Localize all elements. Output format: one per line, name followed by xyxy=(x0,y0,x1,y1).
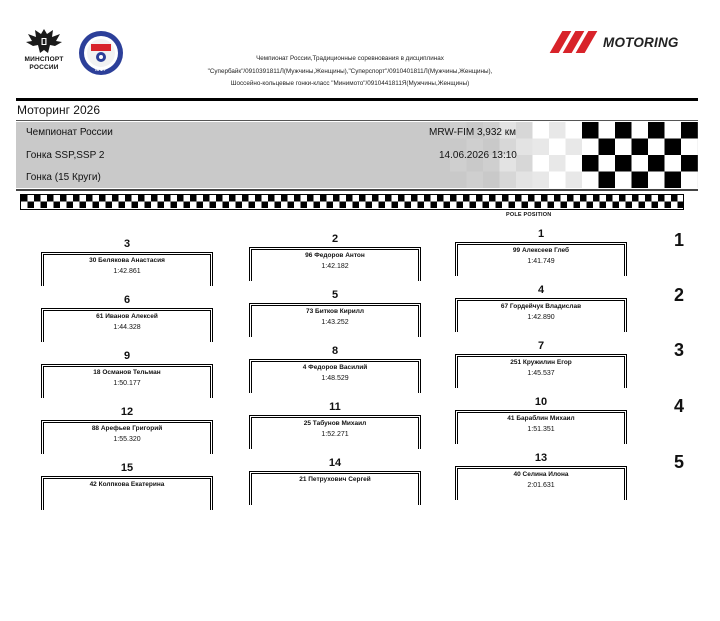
brand-name: MOTORING xyxy=(603,34,679,50)
federation-logo xyxy=(76,30,126,81)
checker-pattern xyxy=(21,195,684,208)
grid-position: 11 xyxy=(329,401,341,413)
qualifying-time: 1:42.182 xyxy=(321,263,349,270)
grid-position: 12 xyxy=(120,406,134,418)
rider-name: 18 Османов Тельман xyxy=(93,369,161,376)
grid-box xyxy=(41,364,213,398)
federation-seal-icon xyxy=(76,30,126,76)
grid-box xyxy=(41,308,213,342)
qualifying-time: 1:44.328 xyxy=(113,324,141,331)
race-class-label: Гонка SSP,SSP 2 xyxy=(26,150,105,161)
rider-name: 251 Кружилин Егор xyxy=(510,359,572,366)
event-title: Моторинг 2026 xyxy=(17,103,100,117)
fed-logo-text: МФР xyxy=(95,67,107,73)
grid-position: 3 xyxy=(123,238,131,250)
grid-slot xyxy=(455,340,627,388)
header-line-2: "Супербайк"/0910391811Л(Мужчины,Женщины),"Суперспорт"/0910401811Л(Мужчины,Женщины), xyxy=(207,67,493,75)
grid-box xyxy=(455,242,627,276)
minsport-logo xyxy=(18,26,70,72)
grid-position: 13 xyxy=(534,452,548,464)
grid-slot xyxy=(41,350,213,398)
qualifying-time: 1:43.252 xyxy=(321,319,349,326)
grid-box xyxy=(455,410,627,444)
grid-slot xyxy=(249,233,421,281)
header-line-3: Шоссейно-кольцевые гонки-класс "Минимото"/0910441811Я(Мужчины,Женщины) xyxy=(230,80,470,87)
grid-row-number: 3 xyxy=(674,340,685,360)
checker-strip xyxy=(20,194,684,210)
grid-slot xyxy=(249,289,421,337)
rider-name: 42 Колпкова Екатерина xyxy=(89,481,165,488)
rider-name: 73 Битков Кирилл xyxy=(305,308,364,315)
grid-slot xyxy=(455,228,627,276)
qualifying-time: 1:52.271 xyxy=(321,431,349,438)
grid-box xyxy=(249,303,421,337)
rider-name: 88 Арефьев Григорий xyxy=(91,425,163,432)
grid-position: 9 xyxy=(123,350,131,362)
qualifying-time: 1:55.320 xyxy=(113,436,141,443)
rider-name: 67 Гордейчук Владислав xyxy=(500,303,582,310)
qualifying-time: 1:51.351 xyxy=(527,426,555,433)
grid-slot xyxy=(249,401,421,449)
grid-box xyxy=(41,420,213,454)
grid-row-number: 4 xyxy=(674,396,685,416)
championship-label: Чемпионат России xyxy=(26,127,113,138)
logo-ministry-line1: МИНСПОРТ xyxy=(24,56,64,63)
race-datetime: 14.06.2026 13:10 xyxy=(439,150,517,161)
grid-slot xyxy=(455,284,627,332)
logo-ministry-line2: РОССИИ xyxy=(29,64,59,71)
rider-name: 30 Белякова Анастасия xyxy=(89,257,165,264)
rider-name: 96 Федоров Антон xyxy=(305,252,365,259)
grid-row-number: 1 xyxy=(674,230,685,250)
grid-position: 4 xyxy=(537,284,545,296)
rider-name: 41 Бараблин Михаил xyxy=(507,415,575,422)
grid-slot xyxy=(455,396,627,444)
grid-box xyxy=(249,471,421,505)
grid-position: 5 xyxy=(331,289,339,301)
rider-name: 99 Алексеев Глеб xyxy=(512,247,570,254)
rider-name: 4 Федоров Василий xyxy=(302,364,368,371)
grid-row-number: 5 xyxy=(674,452,685,472)
grid-slot xyxy=(41,406,213,454)
grid-position: 2 xyxy=(331,233,339,245)
grid-row-number: 2 xyxy=(674,285,685,305)
grid-position: 8 xyxy=(331,345,339,357)
grid-box xyxy=(249,415,421,449)
grid-position: 10 xyxy=(534,396,548,408)
event-info-band xyxy=(16,122,698,188)
eagle-emblem-icon xyxy=(22,26,66,56)
grid-box xyxy=(41,476,213,510)
qualifying-time: 1:45.537 xyxy=(527,370,555,377)
rider-name: 21 Петрухович Сергей xyxy=(299,476,371,483)
title-top-rule xyxy=(16,98,698,101)
grid-slot xyxy=(249,457,421,505)
qualifying-time: 1:42.861 xyxy=(113,268,141,275)
race-laps-label: Гонка (15 Круги) xyxy=(26,172,101,183)
grid-position: 15 xyxy=(120,462,134,474)
grid-slot xyxy=(249,345,421,393)
title-bottom-rule xyxy=(16,120,698,121)
grid-position: 1 xyxy=(537,228,545,240)
grid-slot xyxy=(455,452,627,500)
motoring-brand-logo xyxy=(556,31,679,53)
pole-position-label: POLE POSITION xyxy=(506,212,552,218)
grid-box xyxy=(41,252,213,286)
grid-slot xyxy=(41,238,213,286)
rider-name: 61 Иванов Алексей xyxy=(96,313,158,320)
grid-position: 6 xyxy=(123,294,131,306)
grid-box xyxy=(455,298,627,332)
band-bottom-rule xyxy=(16,189,698,191)
qualifying-time: 1:42.890 xyxy=(527,314,555,321)
rider-name: 40 Селина Илона xyxy=(513,471,569,478)
header-line-1: Чемпионат России,Традиционные соревнования в дисциплинах xyxy=(256,55,444,62)
grid-box xyxy=(455,354,627,388)
grid-box xyxy=(455,466,627,500)
grid-slot xyxy=(41,294,213,342)
grid-box xyxy=(249,247,421,281)
grid-position: 14 xyxy=(328,457,342,469)
brand-slashes-icon xyxy=(556,31,595,53)
grid-position: 7 xyxy=(537,340,545,352)
qualifying-time: 1:50.177 xyxy=(113,380,141,387)
rider-name: 25 Табунов Михаил xyxy=(303,420,367,427)
qualifying-time: 1:41.749 xyxy=(527,258,555,265)
grid-box xyxy=(249,359,421,393)
qualifying-time: 1:48.529 xyxy=(321,375,349,382)
qualifying-time: 2:01.631 xyxy=(527,482,555,489)
grid-slot xyxy=(41,462,213,510)
competition-description xyxy=(150,53,550,91)
track-label: MRW-FIM 3,932 км xyxy=(429,127,517,138)
